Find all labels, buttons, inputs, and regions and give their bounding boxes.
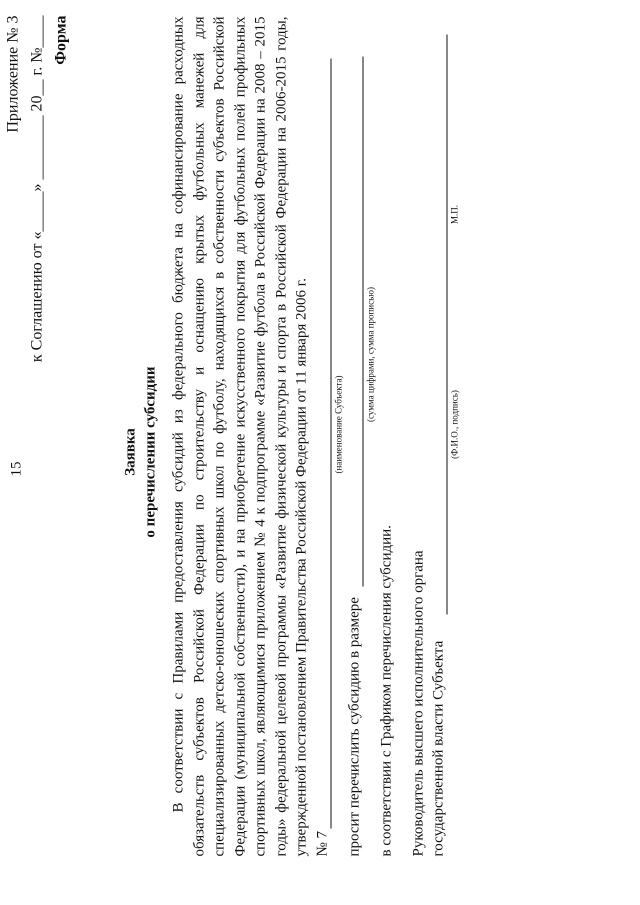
subject-name-line	[331, 59, 332, 829]
form-subtitle: о перечислении субсидии	[142, 366, 159, 538]
subject-caption: (наименование Субъекта)	[333, 375, 344, 474]
body-text	[169, 17, 313, 857]
signatory-line2: государственной власти Субъекта	[430, 640, 447, 857]
appendix-label: Приложение № 3	[4, 15, 22, 133]
form-title: Заявка	[122, 428, 139, 476]
number-label: № 7	[314, 830, 331, 857]
rotated-form	[1, 0, 640, 905]
form-label: Форма	[52, 15, 70, 65]
agreement-reference: к Соглашению от «_____» ________ 20__ г. №____	[28, 15, 46, 363]
request-text: просит перечислить субсидию в размере	[346, 597, 363, 857]
fio-caption: (Ф.И.О., подпись)	[449, 390, 460, 459]
stamp-label: М.П.	[449, 205, 460, 225]
amount-line	[363, 57, 364, 587]
schedule-text: в соответствии с Графиком перечисления субсидии.	[378, 525, 395, 857]
amount-caption: (сумма цифрами, сумма прописью)	[365, 287, 376, 422]
main-paragraph: В соответствии с Правилами предоставления субсидий из федерального бюджета на софинансирование расходных обязательств субъектов Российской Федерации по строительству и оснащению крытых футбольных манежей для специализированных детско-юношеских спортивных школ по футболу, находящихся в собственности субъектов Российской Федерации (муниципальной собственности), и на приобретение искусственного покрытия для футбольных полей профильных спортивных школ, являющимися приложением № 4 к подпрограмме «Развитие футбола в Российской Федерации на 2008 – 2015 годы» федеральной целевой программы «Развитие физической культуры и спорта в Российской Федерации на 2006-2015 годы, утвержденной постановлением Правительства Российской Федерации от 11 января 2006 г.	[170, 16, 310, 857]
signatory-line1: Руководитель высшего исполнительного органа	[410, 550, 427, 857]
signature-line	[447, 35, 448, 615]
page-number: 15	[8, 461, 25, 477]
